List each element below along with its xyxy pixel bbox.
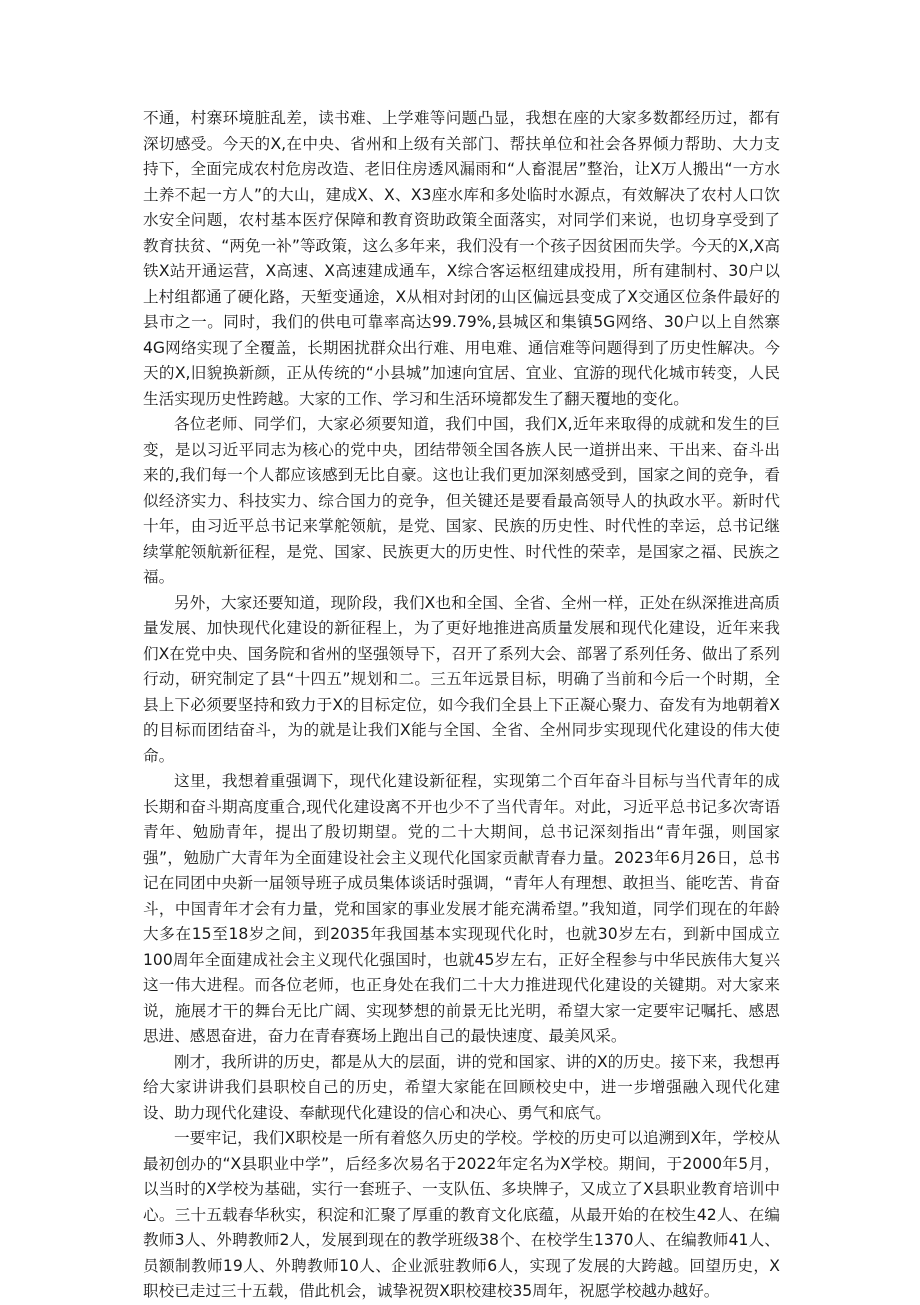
- document-body: [143, 106, 780, 1305]
- paragraph-5: 刚才，我所讲的历史，都是从大的层面，讲的党和国家、讲的X的历史。接下来，我想再给大家讲讲我们县职校自己的历史，希望大家能在回顾校史中，进一步增强融入现代化建设、助力现代化建设、奉献现代化建设的信心和决心、勇气和底气。: [143, 1052, 780, 1122]
- paragraph-3: 另外，大家还要知道，现阶段，我们X也和全国、全省、全州一样，正处在纵深推进高质量发展、加快现代化建设的新征程上，为了更好地推进高质量发展和现代化建设，近年来我们X在党中央、国务院和省州的坚强领导下，召开了系列大会、部署了系列任务、做出了系列行动，研究制定了县“十四五”规划和二。三五年远景目标，明确了当前和今后一个时期，全县上下必须要坚持和致力于X的目标定位，如今我们全县上下正凝心聚力、奋发有为地朝着X的目标而团结奋斗，为的就是让我们X能与全国、全省、全州同步实现现代化建设的伟大使命。: [143, 593, 780, 765]
- paragraph-4: 这里，我想着重强调下，现代化建设新征程，实现第二个百年奋斗目标与当代青年的成长期和奋斗期高度重合,现代化建设离不开也少不了当代青年。对此，习近平总书记多次寄语青年、勉励青年，提出了殷切期望。党的二十大期间，总书记深刻指出“青年强，则国家强”，勉励广大青年为全面建设社会主义现代化国家贡献青春力量。2023年6月26日，总书记在同团中央新一届领导班子成员集体谈话时强调，“青年人有理想、敢担当、能吃苦、肯奋斗，中国青年才会有力量，党和国家的事业发展才能充满希望。”我知道，同学们现在的年龄大多在15至18岁之间，到2035年我国基本实现现代化时，也就30岁左右，到新中国成立100周年全面建成社会主义现代化强国时，也就45岁左右，正好全程参与中华民族伟大复兴这一伟大进程。而各位老师，也正身处在我们二十大力推进现代化建设的关键期。对大家来说，施展才干的舞台无比广阔、实现梦想的前景无比光明，希望大家一定要牢记嘱托、感恩思进、感恩奋进，奋力在青春赛场上跑出自己的最快速度、最美风采。: [143, 772, 780, 1045]
- paragraph-2: 各位老师、同学们，大家必须要知道，我们中国，我们X,近年来取得的成就和发生的巨变，是以习近平同志为核心的党中央，团结带领全国各族人民一道拼出来、干出来、奋斗出来的,我们每一个人都应该感到无比自豪。这也让我们更加深刻感受到，国家之间的竞争，看似经济实力、科技实力、综合国力的竞争，但关键还是要看最高领导人的执政水平。新时代十年，由习近平总书记来掌舵领航，是党、国家、民族的历史性、时代性的幸运，总书记继续掌舵领航新征程，是党、国家、民族更大的历史性、时代性的荣幸，是国家之福、民族之福。: [143, 415, 780, 586]
- paragraph-6: 一要牢记，我们X职校是一所有着悠久历史的学校。学校的历史可以追溯到X年，学校从最初创办的“X县职业中学”，后经多次易名于2022年定名为X学校。期间，于2000年5月，以当时的X学校为基础，实行一套班子、一支队伍、多块牌子，又成立了X县职业教育培训中心。三十五载春华秋实，积淀和汇聚了厚重的教育文化底蕴，从最开始的在校生42人、在编教师3人、外聘教师2人，发展到现在的教学班级38个、在校学生1370人、在编教师41人、员额制教师19人、外聘教师10人、企业派驻教师6人，实现了发展的大跨越。回望历史，X职校已走过三十五载，借此机会，诚挚祝贺X职校建校35周年，祝愿学校越办越好。: [143, 1129, 780, 1300]
- paragraph-1: 不通，村寨环境脏乱差，读书难、上学难等问题凸显，我想在座的大家多数都经历过，都有深切感受。今天的X,在中央、省州和上级有关部门、帮扶单位和社会各界倾力帮助、大力支持下，全面完成农村危房改造、老旧住房透风漏雨和“人畜混居”整治，让X万人搬出“一方水土养不起一方人”的大山，建成X、X、X3座水库和多处临时水源点，有效解决了农村人口饮水安全问题，农村基本医疗保障和教育资助政策全面落实，对同学们来说，也切身享受到了教育扶贫、“两免一补”等政策，这么多年来，我们没有一个孩子因贫困而失学。今天的X,X高铁X站开通运营，X高速、X高速建成通车，X综合客运枢纽建成投用，所有建制村、30户以上村组都通了硬化路，天堑变通途，X从相对封闭的山区偏远县变成了X交通区位条件最好的县市之一。同时，我们的供电可靠率高达99.79%,县城区和集镇5G网络、30户以上自然寨4G网络实现了全覆盖，长期困扰群众出行难、用电难、通信难等问题得到了历史性解决。今天的X,旧貌换新颜，正从传统的“小县城”加速向宜居、宜业、宜游的现代化城市转变，人民生活实现历史性跨越。大家的工作、学习和生活环境都发生了翻天覆地的变化。: [143, 109, 780, 408]
